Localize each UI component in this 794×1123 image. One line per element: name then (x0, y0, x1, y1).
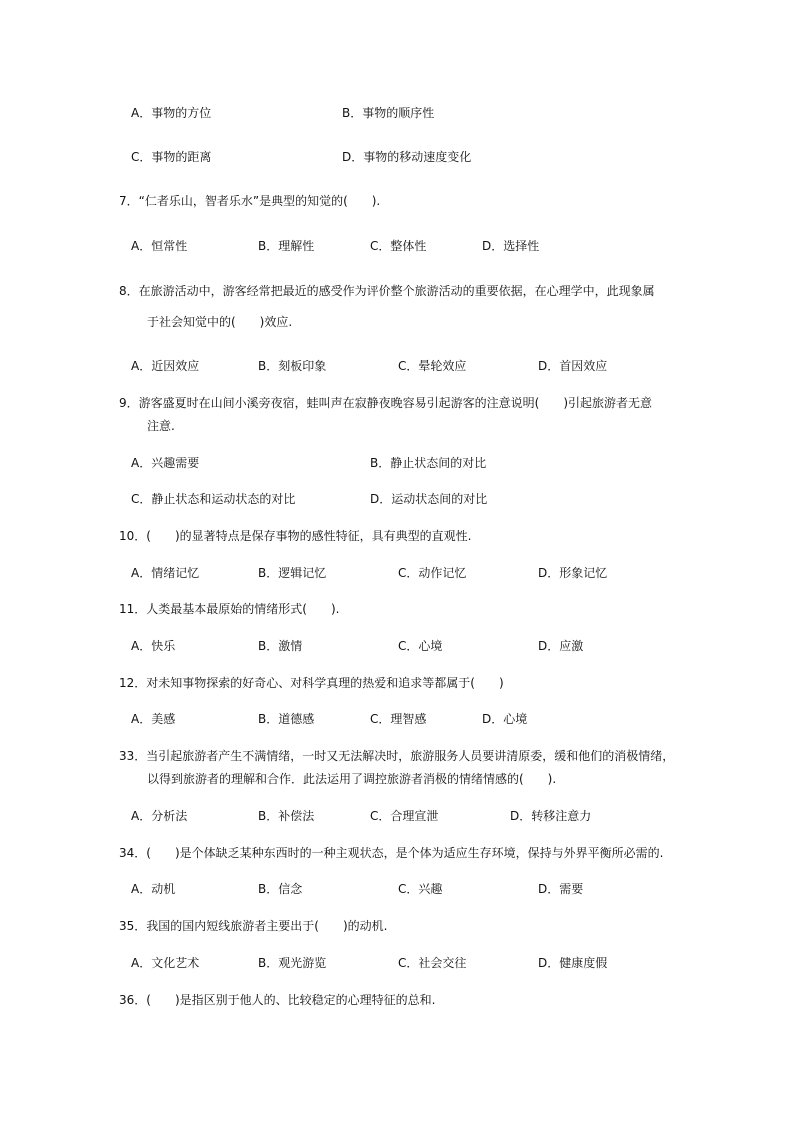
q7-option-b: B．理解性 (258, 239, 315, 253)
q9-option-a: A．兴趣需要 (131, 456, 200, 470)
q34-option-b: B．信念 (258, 882, 303, 896)
q6-option-b: B．事物的顺序性 (342, 106, 435, 120)
q9-stem-line1: 9．游客盛夏时在山间小溪旁夜宿，蛙叫声在寂静夜晚容易引起游客的注意说明( )引起旅游者无意 (119, 396, 653, 410)
q33-option-b: B．补偿法 (258, 809, 315, 823)
q8-option-b: B．刻板印象 (258, 359, 327, 373)
q8-stem-line1: 8．在旅游活动中，游客经常把最近的感受作为评价整个旅游活动的重要依据，在心理学中，此现象属 (119, 284, 655, 298)
q33-option-c: C．合理宣泄 (370, 809, 439, 823)
q35-option-d: D．健康度假 (538, 956, 608, 970)
q11-option-c: C．心境 (398, 639, 443, 653)
q8-option-a: A．近因效应 (131, 359, 200, 373)
q34-option-c: C．兴趣 (398, 882, 443, 896)
q6-option-a: A．事物的方位 (131, 106, 212, 120)
q7-option-c: C．整体性 (370, 239, 427, 253)
q11-option-a: A．快乐 (131, 639, 176, 653)
q35-option-b: B．观光游览 (258, 956, 327, 970)
q10-option-a: A．情绪记忆 (131, 566, 200, 580)
q34-option-d: D．需要 (538, 882, 584, 896)
q9-option-c: C．静止状态和运动状态的对比 (131, 492, 296, 506)
q9-option-b: B．静止状态间的对比 (370, 456, 487, 470)
q34-stem: 34．( )是个体缺乏某种东西时的一种主观状态，是个体为适应生存环境，保持与外界平衡所必需的. (119, 846, 664, 860)
q12-option-c: C．理智感 (370, 712, 427, 726)
q33-stem-line1: 33．当引起旅游者产生不满情绪，一时又无法解决时，旅游服务人员要讲清原委，缓和他们的消极情绪， (119, 749, 675, 763)
q35-option-c: C．社会交往 (398, 956, 467, 970)
q8-option-d: D．首因效应 (538, 359, 608, 373)
q11-option-b: B．激情 (258, 639, 303, 653)
q33-stem-line2: 以得到旅游者的理解和合作．此法运用了调控旅游者消极的情绪情感的( ). (147, 772, 557, 786)
q12-option-a: A．美感 (131, 712, 176, 726)
q11-option-d: D．应激 (538, 639, 584, 653)
q35-stem: 35．我国的国内短线旅游者主要出于( )的动机. (119, 919, 388, 933)
q12-option-d: D．心境 (482, 712, 528, 726)
q36-stem: 36．( )是指区别于他人的、比较稳定的心理特征的总和. (119, 993, 436, 1007)
q34-option-a: A．动机 (131, 882, 176, 896)
q7-option-d: D．选择性 (482, 239, 540, 253)
q12-stem: 12．对未知事物探索的好奇心、对科学真理的热爱和追求等都属于( ) (119, 676, 504, 690)
q9-stem-line2: 注意. (147, 419, 175, 433)
q10-option-d: D．形象记忆 (538, 566, 608, 580)
q35-option-a: A．文化艺术 (131, 956, 200, 970)
q10-stem: 10．( )的显著特点是保存事物的感性特征，具有典型的直观性. (119, 529, 472, 543)
q12-option-b: B．道德感 (258, 712, 315, 726)
q9-option-d: D．运动状态间的对比 (370, 492, 488, 506)
q11-stem: 11．人类最基本最原始的情绪形式( ). (119, 602, 340, 616)
q33-option-d: D．转移注意力 (510, 809, 592, 823)
q7-option-a: A．恒常性 (131, 239, 188, 253)
q10-option-b: B．逻辑记忆 (258, 566, 327, 580)
q10-option-c: C．动作记忆 (398, 566, 467, 580)
q6-option-d: D．事物的移动速度变化 (342, 150, 472, 164)
q6-option-c: C．事物的距离 (131, 150, 212, 164)
q8-option-c: C．晕轮效应 (398, 359, 467, 373)
q7-stem: 7．“仁者乐山，智者乐水”是典型的知觉的( ). (119, 194, 381, 208)
q8-stem-line2: 于社会知觉中的( )效应. (147, 315, 293, 329)
q33-option-a: A．分析法 (131, 809, 188, 823)
